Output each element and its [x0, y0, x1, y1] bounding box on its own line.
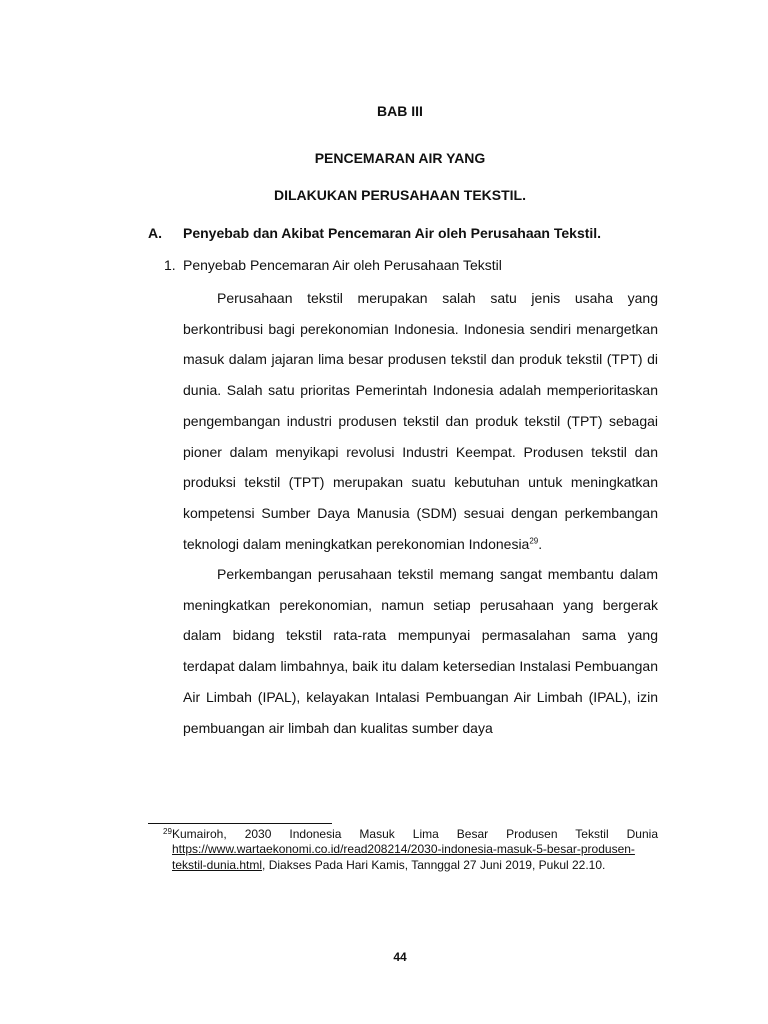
- page-number: 44: [393, 950, 407, 964]
- footnote-number: 29: [163, 827, 172, 836]
- footnote-text-after: , Diakses Pada Hari Kamis, Tannggal 27 Juni 2019, Pukul 22.10.: [262, 857, 606, 872]
- subsection-heading-text: Penyebab Pencemaran Air oleh Perusahaan Tekstil: [183, 257, 502, 273]
- footnote-link[interactable]: https://www.wartaekonomi.co.id/read208214/2030-indonesia-masuk-5-besar-produsen-tekstil-dunia.html: [172, 842, 635, 872]
- section-heading-text: Penyebab dan Akibat Pencemaran Air oleh Perusahaan Tekstil.: [183, 225, 602, 241]
- paragraph-2-text: Perkembangan perusahaan tekstil memang sangat membantu dalam meningkatkan perekonomian, namun setiap perusahaan yang bergerak dalam bidang tekstil rata-rata mempunyai permasalahan sama yang terdapat dalam limbahnya, baik itu dalam ketersedian Instalasi Pembuangan Air Limbah (IPAL), kelayakan Intalasi Pembuangan Air Limbah (IPAL), izin pembuangan air limbah dan kualitas sumber daya: [183, 566, 658, 736]
- section-letter: A.: [148, 225, 162, 241]
- footnote: [163, 827, 658, 873]
- subsection-heading: [164, 257, 502, 273]
- body-paragraph-1: [183, 283, 658, 559]
- footnote-reference[interactable]: 29: [529, 535, 539, 545]
- subsection-number: 1.: [164, 257, 176, 273]
- paragraph-1-text: Perusahaan tekstil merupakan salah satu jenis usaha yang berkontribusi bagi perekonomian Indonesia. Indonesia sendiri menargetkan masuk dalam jajaran lima besar produsen tekstil dan produk tekstil (TPT) di dunia. Salah satu prioritas Pemerintah Indonesia adalah memperioritaskan pengembangan industri produsen tekstil dan produk tekstil (TPT) sebagai pioner dalam menyikapi revolusi Industri Keempat. Produsen tekstil dan produksi tekstil (TPT) merupakan suatu kebutuhan untuk meningkatkan kompetensi Sumber Daya Manusia (SDM) sesuai dengan perkembangan teknologi dalam meningkatkan perekonomian Indonesia: [183, 290, 658, 552]
- footnote-divider: [148, 823, 332, 824]
- chapter-heading: BAB III: [377, 103, 423, 119]
- section-heading: [148, 225, 601, 241]
- body-paragraph-2: [183, 559, 658, 743]
- footnote-text-before: Kumairoh, 2030 Indonesia Masuk Lima Besar Produsen Tekstil Dunia: [172, 827, 658, 841]
- chapter-title-line-2: DILAKUKAN PERUSAHAAN TEKSTIL.: [274, 187, 526, 203]
- chapter-title-line-1: PENCEMARAN AIR YANG: [314, 150, 486, 166]
- paragraph-1-end: .: [538, 535, 543, 552]
